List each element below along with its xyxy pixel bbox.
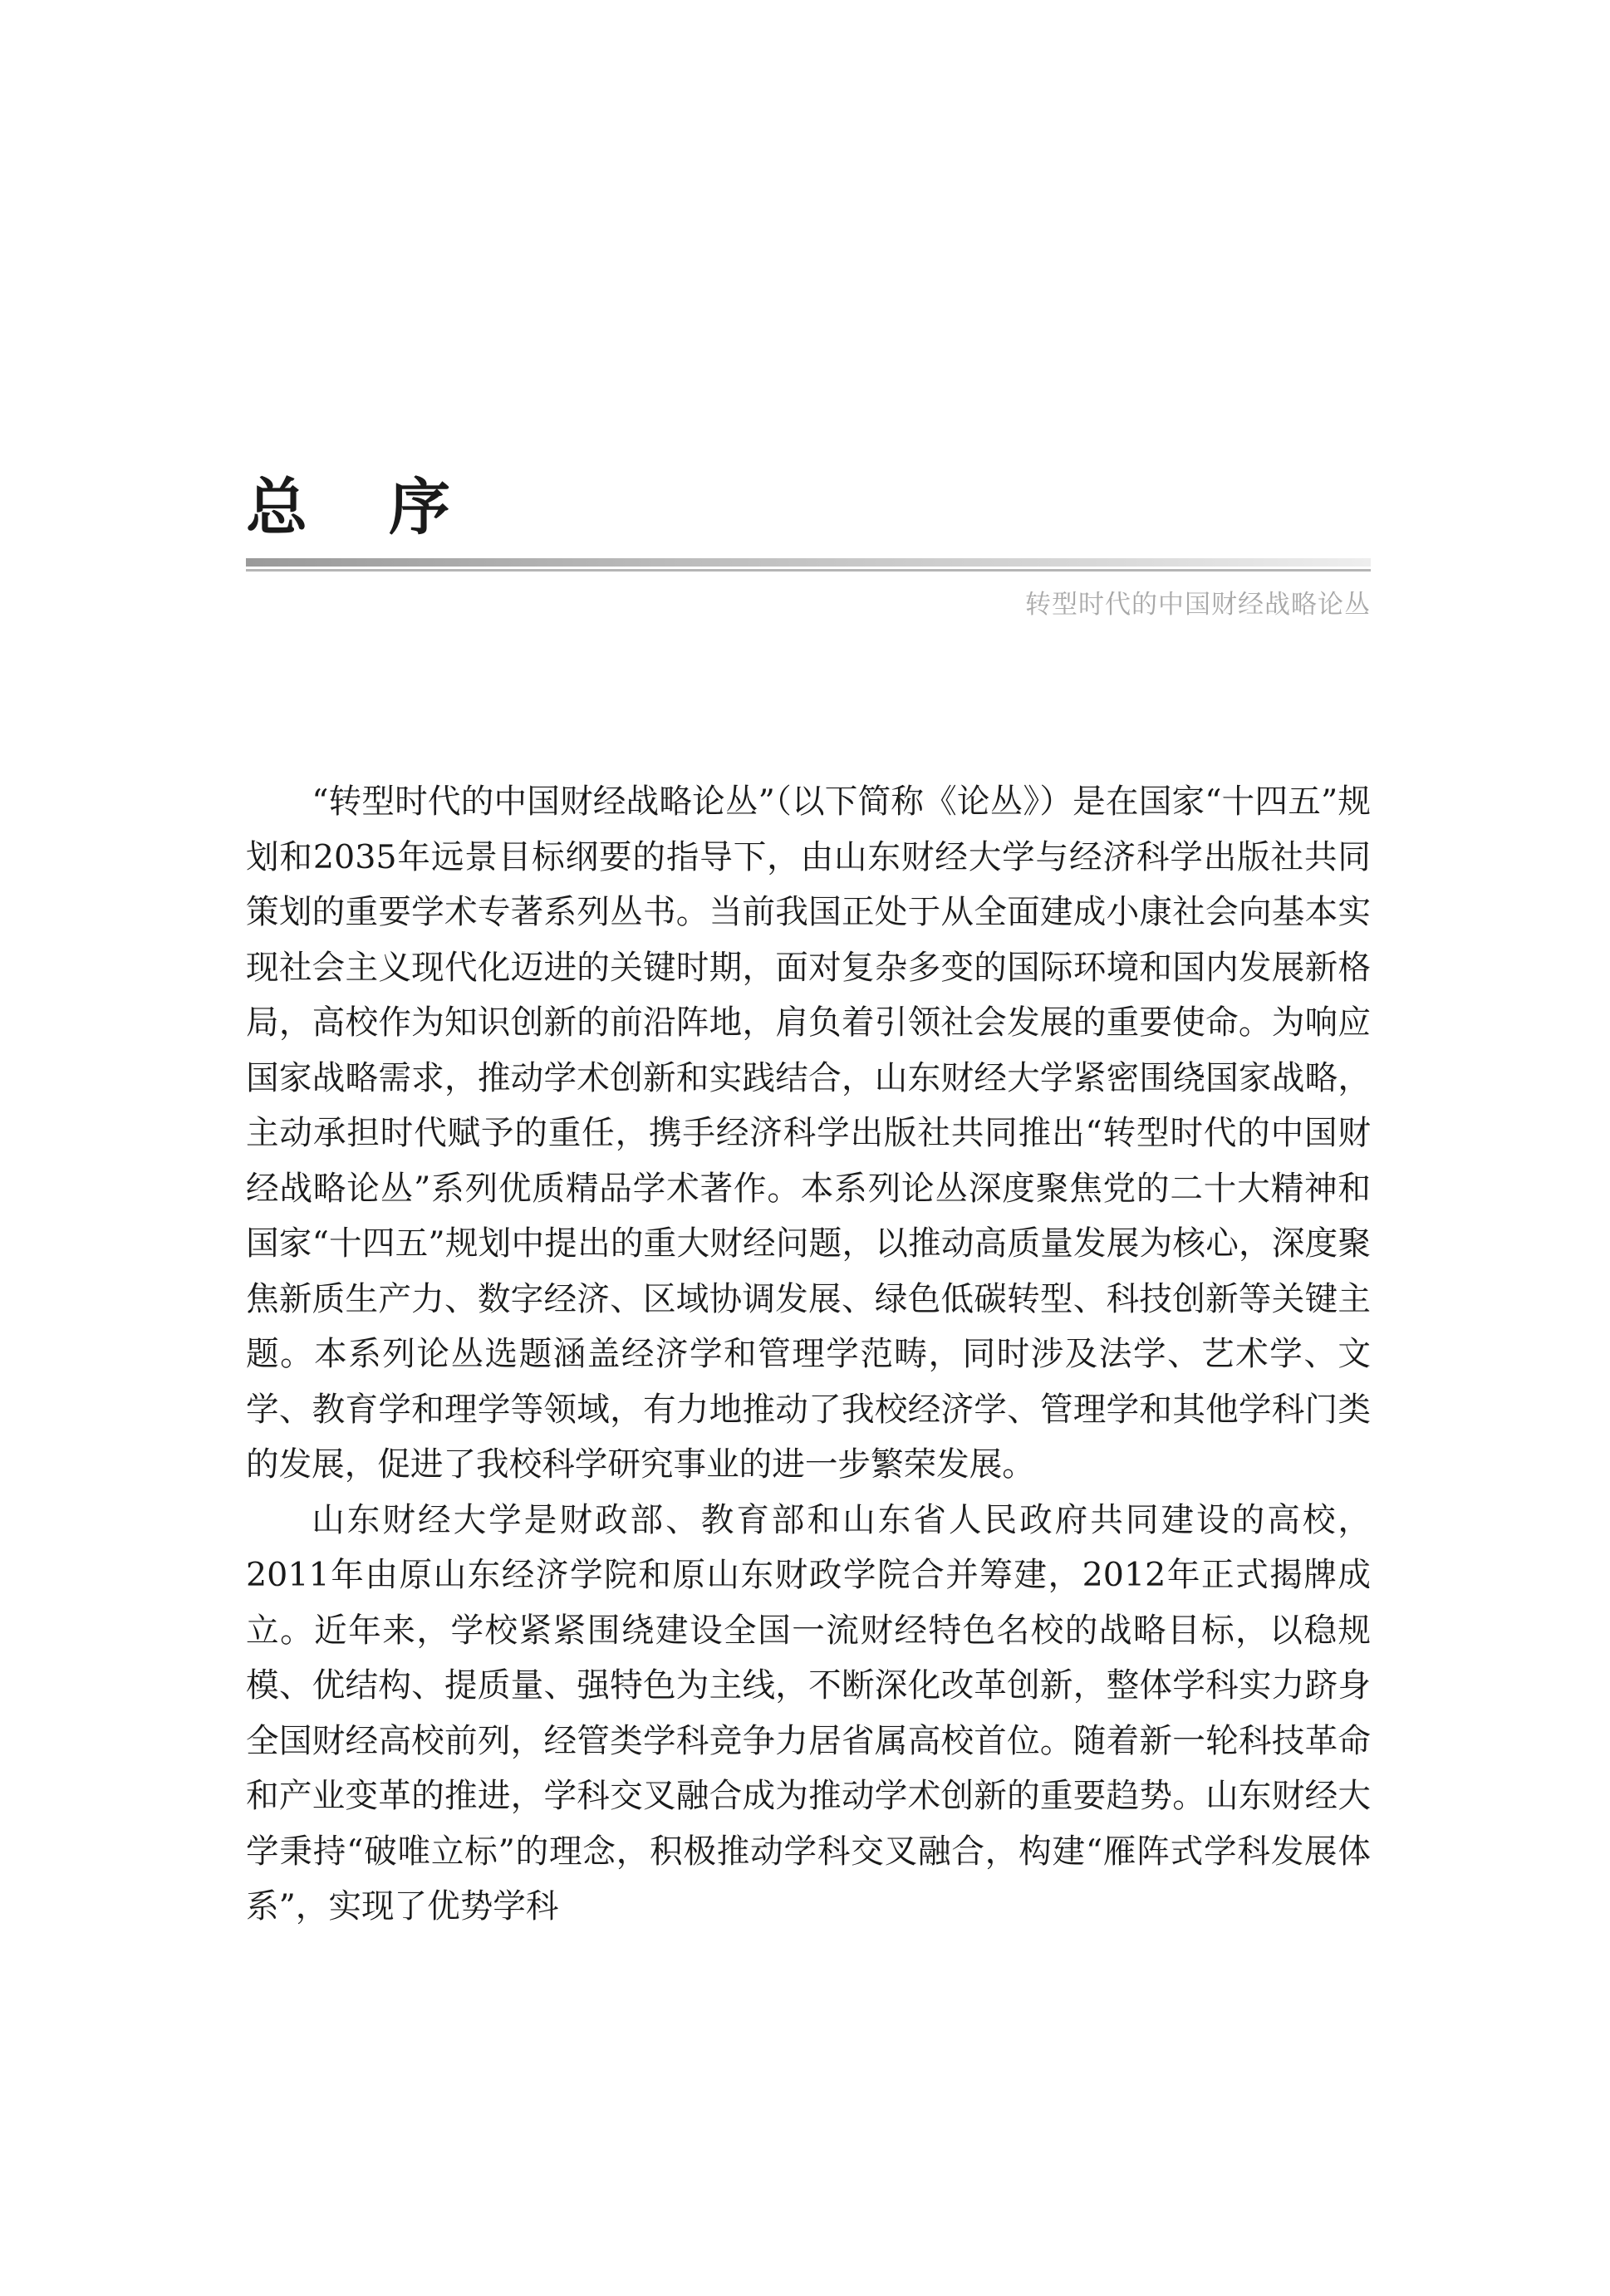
body-text — [246, 774, 1371, 1935]
paragraph: “转型时代的中国财经战略论丛”（以下简称《论丛》）是在国家“十四五”规划和2035年远景目标纲要的指导下，由山东财经大学与经济科学出版社共同策划的重要学术专著系列丛书。当前我国正处于从全面建成小康社会向基本实现社会主义现代化迈进的关键时期，面对复杂多变的国际环境和国内发展新格局，高校作为知识创新的前沿阵地，肩负着引领社会发展的重要使命。为响应国家战略需求，推动学术创新和实践结合，山东财经大学紧密围绕国家战略，主动承担时代赋予的重任，携手经济科学出版社共同推出“转型时代的中国财经战略论丛”系列优质精品学术著作。本系列论丛深度聚焦党的二十大精神和国家“十四五”规划中提出的重大财经问题，以推动高质量发展为核心，深度聚焦新质生产力、数字经济、区域协调发展、绿色低碳转型、科技创新等关键主题。本系列论丛选题涵盖经济学和管理学范畴，同时涉及法学、艺术学、文学、教育学和理学等领域，有力地推动了我校经济学、管理学和其他学科门类的发展，促进了我校科学研究事业的进一步繁荣发展。 — [246, 783, 1371, 1484]
divider-thin-bar — [246, 569, 1371, 572]
paragraph: 山东财经大学是财政部、教育部和山东省人民政府共同建设的高校，2011年由原山东经济学院和原山东财政学院合并筹建，2012年正式揭牌成立。近年来，学校紧紧围绕建设全国一流财经特色名校的战略目标，以稳规模、优结构、提质量、强特色为主线，不断深化改革创新，整体学科实力跻身全国财经高校前列，经管类学科竞争力居省属高校首位。随着新一轮科技革命和产业变革的推进，学科交叉融合成为推动学术创新的重要趋势。山东财经大学秉持“破唯立标”的理念，积极推动学科交叉融合，构建“雁阵式学科发展体系”，实现了优势学科 — [246, 1500, 1371, 1926]
page-title: 总序 — [246, 472, 532, 543]
divider-thick-bar — [246, 558, 1371, 567]
series-name: 转型时代的中国财经战略论丛 — [1025, 590, 1371, 620]
title-divider — [246, 558, 1371, 572]
